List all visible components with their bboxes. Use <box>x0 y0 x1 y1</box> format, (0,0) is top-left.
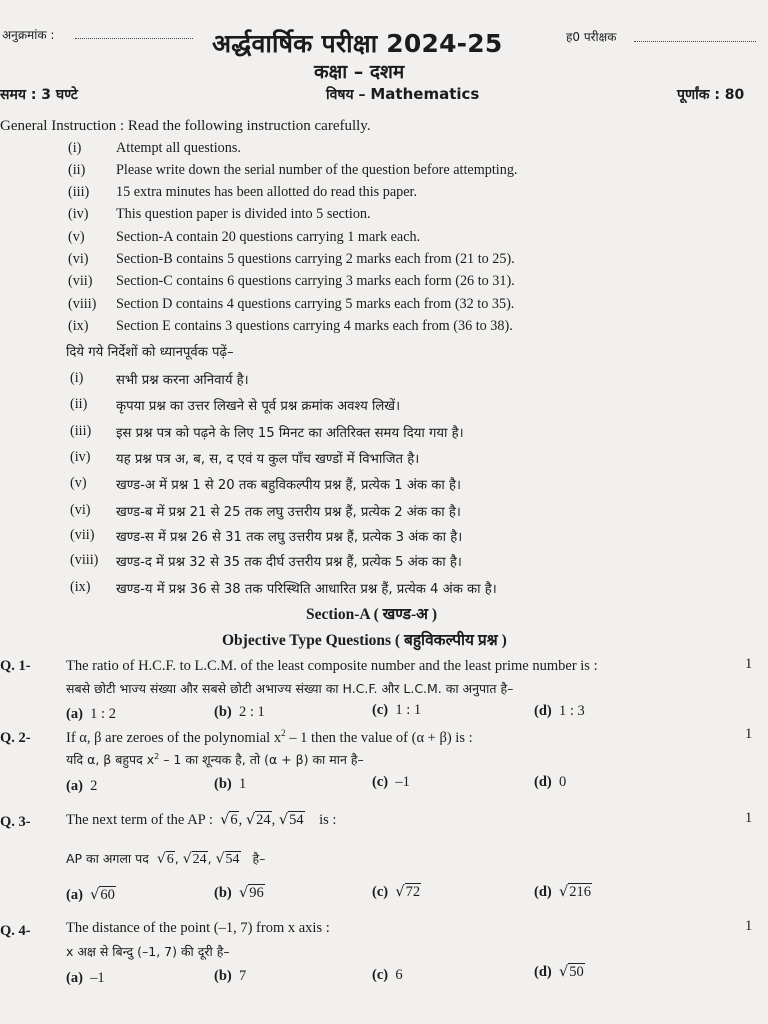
radical <box>216 851 241 868</box>
instruction-hi-text: कृपया प्रश्न का उत्तर लिखने से पूर्व प्रश्न क्रमांक अवश्य लिखें। <box>116 399 401 414</box>
subject-prefix: विषय – <box>326 87 366 103</box>
option-c <box>372 702 421 719</box>
option-label: (a) <box>66 778 83 794</box>
instruction-hi-num: (vii) <box>70 527 95 543</box>
subject-name: Mathematics <box>370 85 480 103</box>
option-d <box>534 884 592 901</box>
radicand: 54 <box>225 852 240 867</box>
exam-title: अर्द्धवार्षिक परीक्षा 2024-25 <box>212 29 503 58</box>
option-value: 1 : 2 <box>90 706 116 722</box>
instruction-en-text: This question paper is divided into 5 section. <box>116 206 371 222</box>
examiner-label: ह0 परीक्षक <box>566 30 617 44</box>
option-label: (c) <box>372 884 389 900</box>
sqrt-symbol: √ <box>558 964 569 980</box>
option-label: (c) <box>372 774 389 790</box>
option-b <box>214 704 265 721</box>
time-label: समय : 3 घण्टे <box>0 87 78 103</box>
exponent: 2 <box>281 728 286 738</box>
option-value: 6 <box>395 967 403 983</box>
radicand: 60 <box>100 887 115 903</box>
option-d <box>534 774 566 791</box>
option-label: (d) <box>534 964 552 980</box>
question-hindi-text: x अक्ष से बिन्दु (–1, 7) की दूरी है– <box>66 944 230 959</box>
radical <box>239 885 265 902</box>
instruction-en-num: (i) <box>68 140 82 156</box>
instruction-en-num: (vi) <box>68 251 89 267</box>
sqrt-symbol: √ <box>90 887 100 903</box>
roll-number-blank <box>75 38 193 39</box>
instruction-en-num: (vii) <box>68 273 93 289</box>
option-value: 2 : 1 <box>238 704 265 720</box>
radical <box>246 812 272 829</box>
instructions-hindi-heading: दिये गये निर्देशों को ध्यानपूर्वक पढ़ें– <box>66 345 234 360</box>
option-label: (b) <box>214 704 232 720</box>
instruction-hi-text: खण्ड-ब में प्रश्न 21 से 25 तक लघु उत्तरीय प्रश्न हैं, प्रत्येक 2 अंक का है। <box>116 505 461 520</box>
question-hindi-part: यदि α, β बहुपद x <box>66 752 155 767</box>
examiner-blank <box>634 41 756 42</box>
radicand: 6 <box>166 852 174 867</box>
option-label: (b) <box>214 885 232 901</box>
question-text: The distance of the point (–1, 7) from x axis : <box>66 920 330 936</box>
sqrt-symbol: √ <box>395 884 405 900</box>
question-marks: 1 <box>745 726 753 742</box>
option-value: –1 <box>395 774 410 790</box>
radicand: 96 <box>249 885 264 901</box>
subject-line <box>326 85 479 104</box>
question-hindi-part: – 1 का शून्यक है, तो (α + β) का मान है– <box>159 752 364 767</box>
instruction-hi-text: खण्ड-अ में प्रश्न 1 से 20 तक बहुविकल्पीय प्रश्न हैं, प्रत्येक 1 अंक का है। <box>116 478 461 493</box>
question-hindi-text: AP का अगला पद √6, √24, √54 है– <box>66 851 266 867</box>
class-line: कक्षा – दशम <box>314 61 405 83</box>
option-a <box>66 970 105 987</box>
question-marks: 1 <box>745 918 753 934</box>
option-value: –1 <box>90 970 105 986</box>
instructions-heading: General Instruction : Read the following instruction carefully. <box>0 118 371 134</box>
question-text-part: If α, β are zeroes of the polynomial x <box>66 729 282 746</box>
radical <box>90 887 116 904</box>
sqrt-symbol: √ <box>182 851 192 867</box>
instruction-hi-text: इस प्रश्न पत्र को पढ़ने के लिए 15 मिनट का अतिरिक्त समय दिया गया है। <box>116 426 464 441</box>
instruction-hi-num: (ii) <box>70 396 88 412</box>
sqrt-symbol: √ <box>220 812 230 828</box>
option-value: 1 : 1 <box>395 702 422 718</box>
instruction-hi-text: खण्ड-द में प्रश्न 32 से 35 तक दीर्घ उत्तरीय प्रश्न हैं, प्रत्येक 5 अंक का है। <box>116 555 462 570</box>
instruction-hi-num: (iv) <box>70 449 91 465</box>
question-marks: 1 <box>745 656 753 672</box>
instruction-en-text: Section-C contains 6 questions carrying 3 marks each form (26 to 31). <box>116 273 515 289</box>
instruction-hi-text: खण्ड-स में प्रश्न 26 से 31 तक लघु उत्तरीय प्रश्न हैं, प्रत्येक 3 अंक का है। <box>116 530 463 545</box>
question-number: Q. 1- <box>0 658 31 674</box>
radical <box>157 851 175 868</box>
sqrt-symbol: √ <box>558 884 569 900</box>
instruction-en-num: (iii) <box>68 184 90 200</box>
sqrt-symbol: √ <box>245 812 256 828</box>
question-number: Q. 4- <box>0 923 31 939</box>
radicand: 50 <box>569 964 584 980</box>
instruction-en-text: Section-B contains 5 questions carrying 2 marks each from (21 to 25). <box>116 251 515 267</box>
option-b <box>214 776 246 793</box>
instruction-hi-num: (v) <box>70 475 87 491</box>
radical <box>559 964 585 981</box>
instruction-en-num: (v) <box>68 229 85 245</box>
option-b <box>214 968 246 985</box>
option-label: (d) <box>534 774 552 790</box>
max-marks-label: पूर्णांक : 80 <box>677 87 745 103</box>
instruction-en-num: (iv) <box>68 206 89 222</box>
question-text-part: The next term of the AP : <box>66 812 213 828</box>
question-text: The next term of the AP : √6, √24, √54 is : <box>66 812 337 828</box>
question-hindi-part: है– <box>252 851 266 866</box>
option-label: (c) <box>372 967 389 983</box>
exponent: 2 <box>154 751 160 761</box>
question-number: Q. 2- <box>0 730 31 746</box>
radicand: 216 <box>569 884 591 900</box>
option-a <box>66 778 97 795</box>
instruction-en-num: (ix) <box>68 318 89 334</box>
option-value: 1 : 3 <box>558 703 585 719</box>
option-label: (a) <box>66 887 83 903</box>
option-label: (d) <box>534 884 552 900</box>
radical <box>220 812 239 829</box>
option-d <box>534 964 585 981</box>
question-marks: 1 <box>745 810 753 826</box>
question-hindi-text <box>66 751 364 768</box>
option-label: (c) <box>372 702 389 718</box>
section-subtitle: Objective Type Questions ( बहुविकल्पीय प्रश्न ) <box>222 632 507 649</box>
radicand: 24 <box>256 812 271 828</box>
radical <box>183 851 208 868</box>
question-text: The ratio of H.C.F. to L.C.M. of the least composite number and the least prime number is : <box>66 658 598 674</box>
instruction-en-text: Please write down the serial number of the question before attempting. <box>116 162 518 178</box>
option-label: (a) <box>66 970 83 986</box>
option-label: (a) <box>66 706 83 722</box>
question-hindi-part: AP का अगला पद <box>66 851 149 866</box>
roll-number-label: अनुक्रमांक : <box>2 28 55 42</box>
radicand: 54 <box>289 812 304 828</box>
option-value: 1 <box>238 776 247 792</box>
instruction-hi-text: सभी प्रश्न करना अनिवार्य है। <box>116 373 249 388</box>
radical <box>395 884 421 901</box>
instruction-hi-num: (i) <box>70 370 84 386</box>
question-hindi-text: सबसे छोटी भाज्य संख्या और सबसे छोटी अभाज्य संख्या का H.C.F. और L.C.M. का अनुपात है– <box>66 681 514 696</box>
option-label: (b) <box>214 968 232 984</box>
instruction-hi-num: (ix) <box>70 579 91 595</box>
instruction-hi-num: (iii) <box>70 423 92 439</box>
instruction-hi-num: (vi) <box>70 502 91 518</box>
instruction-hi-text: खण्ड-य में प्रश्न 36 से 38 तक परिस्थिति आधारित प्रश्न हैं, प्रत्येक 4 अंक का है। <box>116 582 497 597</box>
instruction-en-text: Attempt all questions. <box>116 140 241 156</box>
question-number: Q. 3- <box>0 814 31 830</box>
instruction-en-text: 15 extra minutes has been allotted do read this paper. <box>116 184 417 200</box>
sqrt-symbol: √ <box>156 851 166 867</box>
section-title: Section-A ( खण्ड-अ ) <box>306 606 438 623</box>
instruction-hi-num: (viii) <box>70 552 99 568</box>
option-a <box>66 706 116 723</box>
option-c <box>372 884 421 901</box>
question-text-part: is : <box>319 812 337 828</box>
option-d <box>534 703 585 720</box>
instruction-en-num: (ii) <box>68 162 86 178</box>
option-a <box>66 887 116 904</box>
sqrt-symbol: √ <box>238 885 249 901</box>
option-value: 7 <box>238 968 247 984</box>
radicand: 24 <box>192 852 207 867</box>
question-text <box>66 728 473 747</box>
radicand: 72 <box>405 884 421 900</box>
option-label: (d) <box>534 703 552 719</box>
option-c <box>372 774 410 791</box>
radical <box>279 812 305 829</box>
sqrt-symbol: √ <box>215 851 225 867</box>
instruction-hi-text: यह प्रश्न पत्र अ, ब, स, द एवं य कुल पाँच खण्डों में विभाजित है। <box>116 452 420 467</box>
option-c <box>372 967 403 984</box>
option-value: 2 <box>90 778 98 794</box>
sqrt-symbol: √ <box>278 812 289 828</box>
instruction-en-text: Section E contains 3 questions carrying 4 marks each from (36 to 38). <box>116 318 513 334</box>
radical <box>559 884 592 901</box>
option-value: 0 <box>558 774 567 790</box>
instruction-en-text: Section D contains 4 questions carrying 5 marks each from (32 to 35). <box>116 296 515 312</box>
radicand: 6 <box>230 812 238 828</box>
option-label: (b) <box>214 776 232 792</box>
instruction-en-num: (viii) <box>68 296 97 312</box>
option-b <box>214 885 265 902</box>
question-text-part: – 1 then the value of (α + β) is : <box>285 729 473 746</box>
instruction-en-text: Section-A contain 20 questions carrying 1 mark each. <box>116 229 421 245</box>
